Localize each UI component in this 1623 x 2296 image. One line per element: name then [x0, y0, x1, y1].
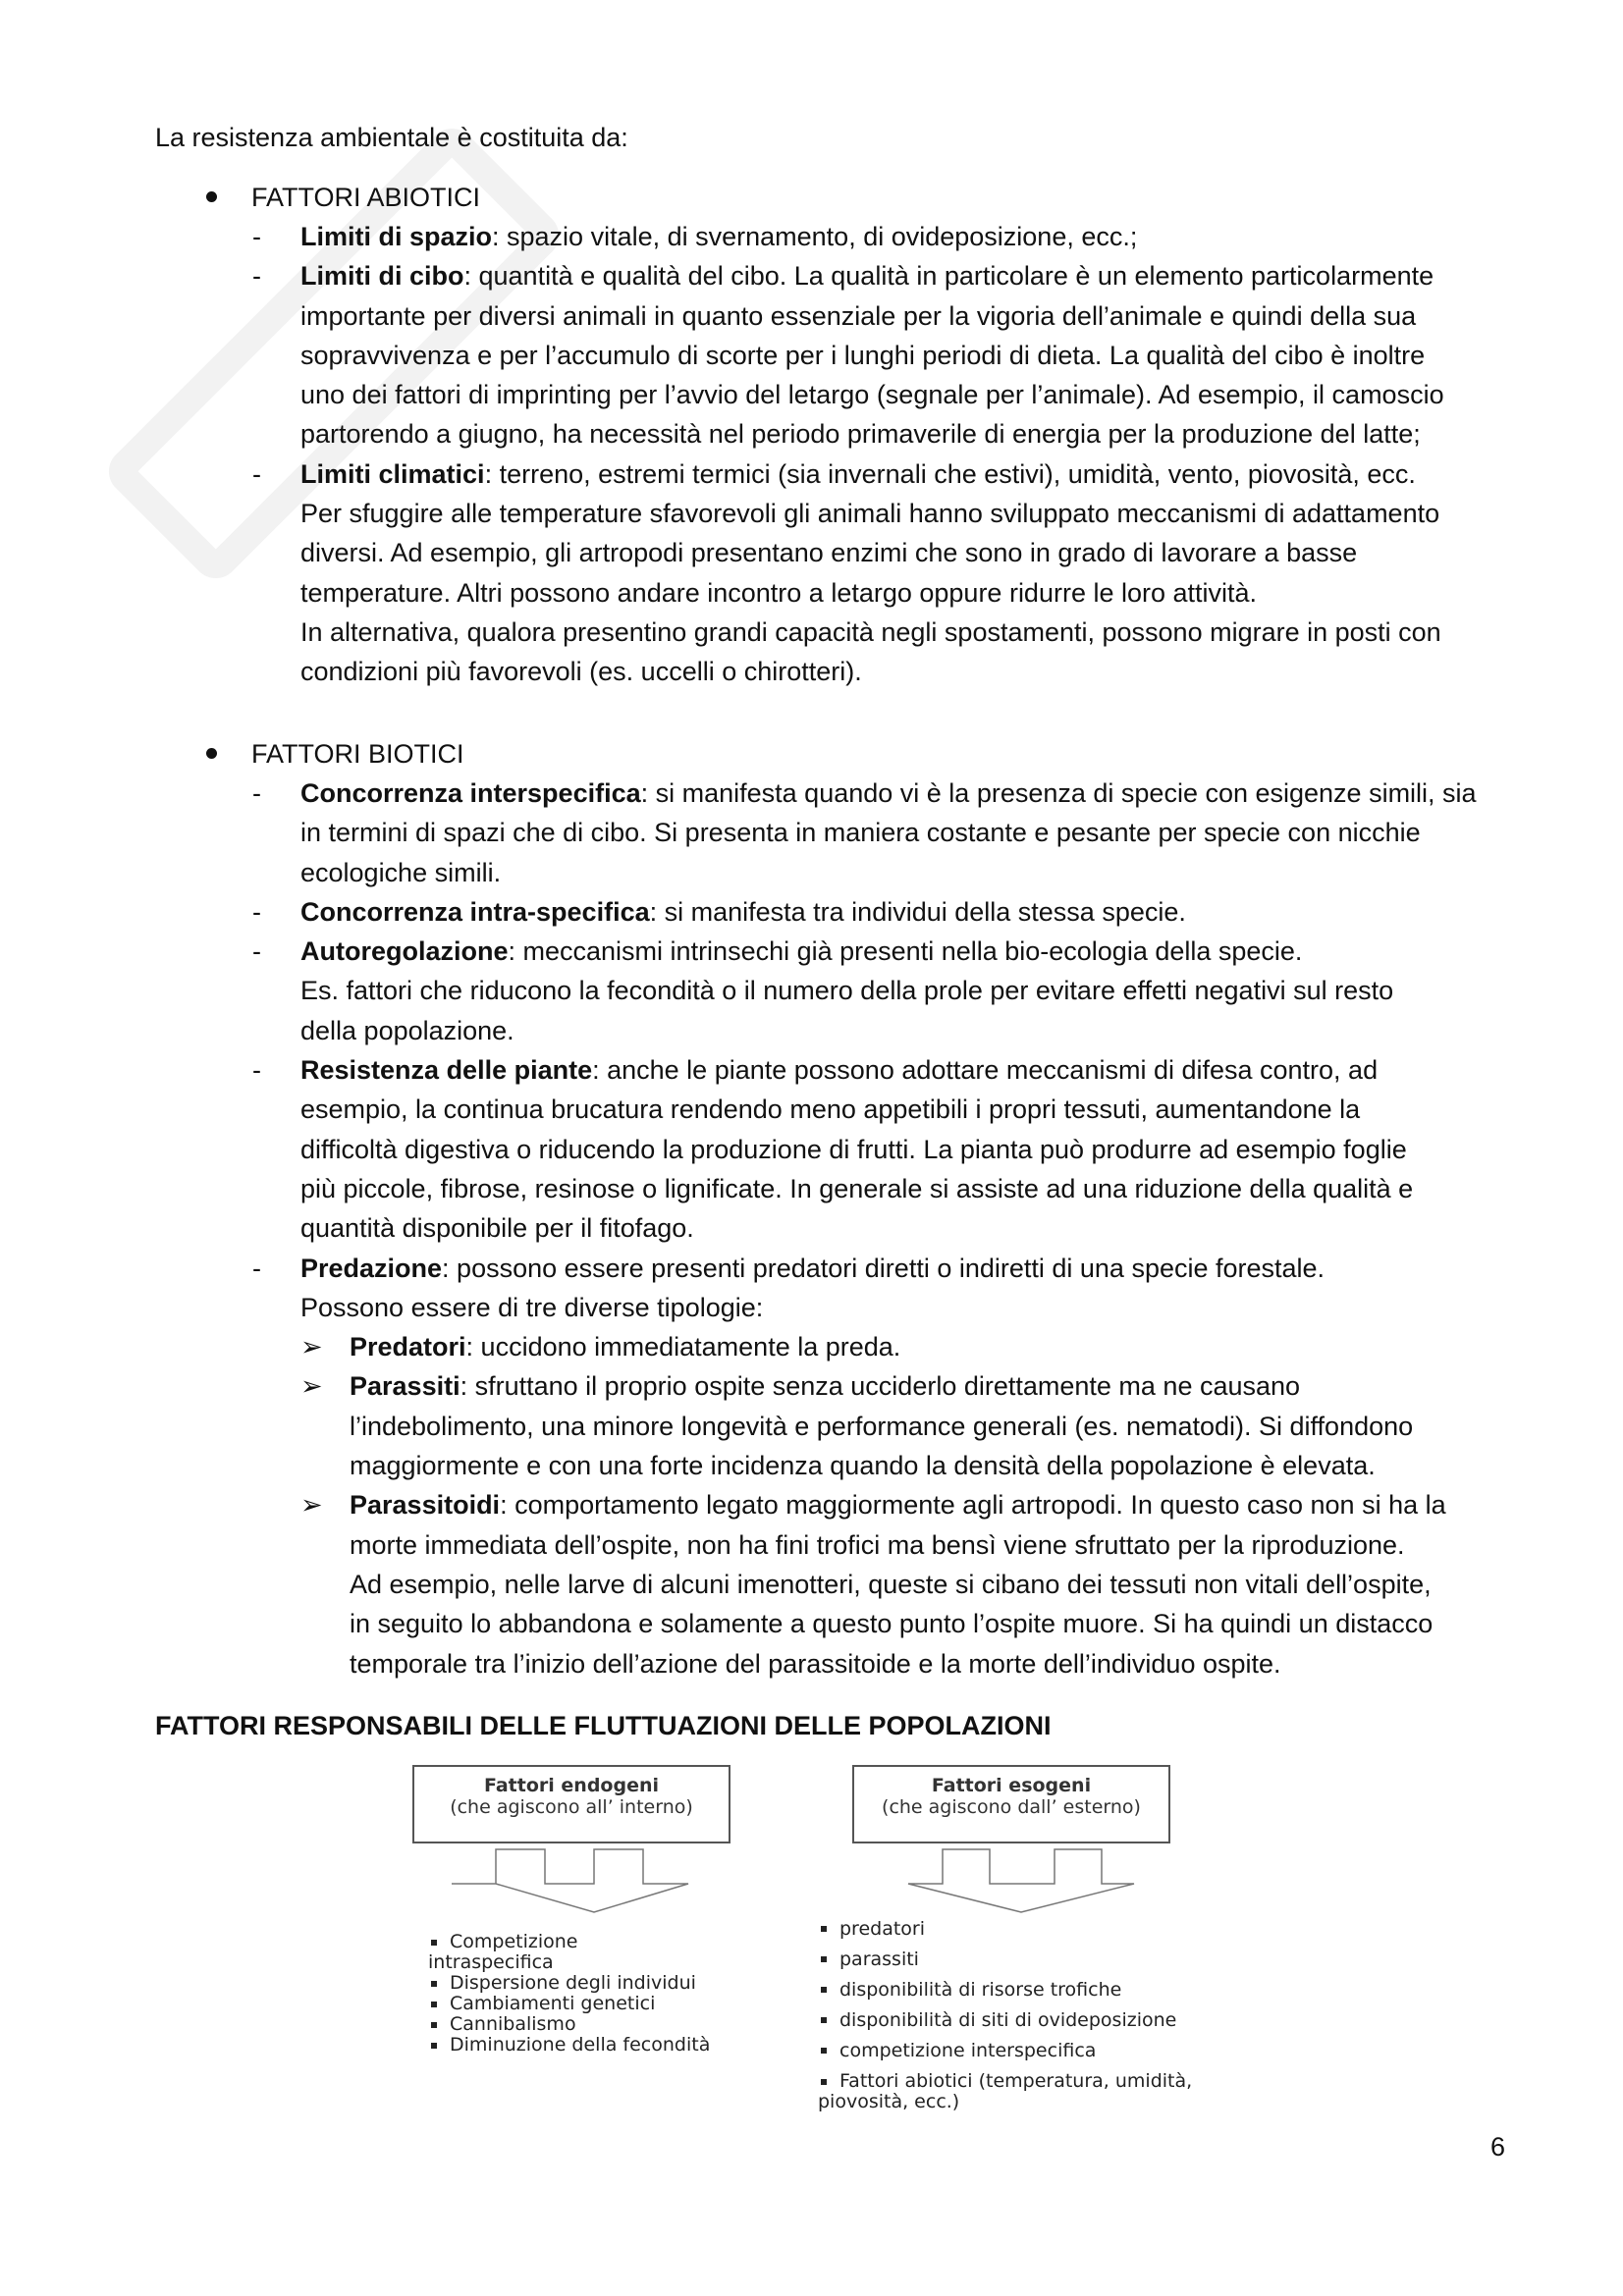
- square-bullet-icon: [431, 1981, 437, 1987]
- dash-icon: -: [252, 458, 261, 489]
- bullet-icon: [206, 748, 217, 759]
- endo-arrow-icon: [452, 1849, 688, 1912]
- item-line: Possono essere di tre diverse tipologie:: [300, 1292, 764, 1322]
- square-bullet-icon: [821, 1956, 827, 1962]
- list-item: [252, 256, 1529, 454]
- eso-arrow-icon: [908, 1849, 1134, 1912]
- sub-line: in seguito lo abbandona e solamente a questo punto l’ospite muore. Si ha quindi un distacco: [350, 1609, 1434, 1639]
- item-line: uno dei fattori di imprinting per l’avvio del letargo (segnale per l’animale). Ad esempio, il camoscio: [300, 380, 1444, 410]
- list-item: [252, 1050, 1529, 1248]
- item-line: : si manifesta quando vi è la presenza di specie con esigenze simili, sia: [640, 778, 1477, 808]
- dash-icon: -: [252, 896, 261, 927]
- sub-line: Ad esempio, nelle larve di alcuni imenotteri, queste si cibano dei tessuti non vitali dell’ospite,: [350, 1569, 1432, 1599]
- item-line: più piccole, fibrose, resinose o lignificate. In generale si assiste ad una riduzione della qualità e: [300, 1173, 1414, 1203]
- sub-line: : comportamento legato maggiormente agli artropodi. In questo caso non si ha la: [500, 1490, 1446, 1521]
- item-term: Autoregolazione: [300, 936, 509, 967]
- dash-icon: -: [252, 261, 261, 292]
- list-item: [252, 217, 1529, 256]
- dash-icon: -: [252, 222, 261, 251]
- item-term: Concorrenza interspecifica: [300, 778, 641, 808]
- item-line: in termini di spazi che di cibo. Si presenta in maniera costante e pesante per specie con nicchie: [300, 818, 1421, 848]
- list-item: Cambiamenti genetici: [428, 1994, 710, 2014]
- square-bullet-icon: [431, 1940, 437, 1946]
- sub-line: : uccidono immediatamente la preda.: [465, 1332, 901, 1362]
- list-item: piovosità, ecc.): [818, 2091, 960, 2112]
- eso-title: Fattori esogeni: [931, 1775, 1092, 1796]
- square-bullet-icon: [821, 2048, 827, 2054]
- list-item: competizione interspecifica: [818, 2036, 1192, 2066]
- list-item: [252, 932, 1529, 1050]
- list-item: [252, 454, 1529, 692]
- item-term: Concorrenza intra-specifica: [300, 896, 650, 927]
- eso-list: [818, 1914, 1192, 2112]
- dash-icon: -: [252, 1055, 261, 1086]
- item-line: : meccanismi intrinsechi già presenti nella bio-ecologia della specie.: [508, 936, 1303, 967]
- list-item: intraspecifica: [428, 1951, 554, 1973]
- list-item: Dispersione degli individui: [428, 1973, 710, 1994]
- sub-line: maggiormente e con una forte incidenza quando la densità della popolazione è elevata.: [350, 1451, 1376, 1481]
- sub-item: [300, 1327, 1529, 1366]
- item-line: esempio, la continua brucatura rendendo meno appetibili i propri tessuti, aumentandone la: [300, 1095, 1361, 1125]
- biotic-list: [252, 774, 1529, 1683]
- page-number: 6: [1490, 2132, 1506, 2162]
- square-bullet-icon: [821, 2017, 827, 2023]
- square-bullet-icon: [431, 2022, 437, 2028]
- item-line: sopravvivenza e per l’accumulo di scorte per i lunghi periodi di dieta. La qualità del cibo è inoltre: [300, 340, 1426, 370]
- square-bullet-icon: [431, 2043, 437, 2049]
- list-item: [252, 1249, 1529, 1683]
- dash-icon: -: [252, 1253, 261, 1283]
- arrow-bullet-icon: ➢: [300, 1332, 323, 1362]
- item-line: : possono essere presenti predatori diretti o indiretti di una specie forestale.: [442, 1253, 1325, 1283]
- endo-box: [412, 1765, 730, 1843]
- item-line: Per sfuggire alle temperature sfavorevoli gli animali hanno sviluppato meccanismi di adattamento: [300, 499, 1440, 529]
- square-bullet-icon: [431, 2002, 437, 2007]
- sub-term: Parassitoidi: [350, 1490, 501, 1521]
- biotic-title: FATTORI BIOTICI: [251, 739, 464, 769]
- arrow-bullet-icon: ➢: [300, 1371, 323, 1402]
- sub-line: : sfruttano il proprio ospite senza ucciderlo direttamente ma ne causano: [460, 1371, 1301, 1402]
- intro-text: La resistenza ambientale è costituita da:: [155, 123, 628, 152]
- item-line: quantità disponibile per il fitofago.: [300, 1213, 694, 1244]
- section-heading: FATTORI RESPONSABILI DELLE FLUTTUAZIONI DELLE POPOLAZIONI: [155, 1711, 1052, 1740]
- sub-term: Parassiti: [350, 1371, 460, 1402]
- eso-subtitle: (che agiscono dall’ esterno): [882, 1796, 1141, 1818]
- sub-term: Predatori: [350, 1332, 466, 1362]
- item-line: Es. fattori che riducono la fecondità o il numero della prole per evitare effetti negativi sul resto: [300, 976, 1394, 1006]
- list-item: [252, 892, 1529, 932]
- endo-list: [428, 1932, 710, 2056]
- eso-box: [852, 1765, 1170, 1843]
- item-line: In alternativa, qualora presentino grandi capacità negli spostamenti, possono migrare in posti con: [300, 616, 1441, 647]
- sub-item: [300, 1366, 1529, 1485]
- item-line: diversi. Ad esempio, gli artropodi presentano enzimi che sono in grado di lavorare a basse: [300, 538, 1358, 568]
- list-item: Fattori abiotici (temperatura, umidità,: [818, 2071, 1192, 2092]
- list-item: [252, 774, 1529, 892]
- abiotic-title: FATTORI ABIOTICI: [251, 183, 481, 212]
- dash-icon: -: [252, 936, 261, 967]
- list-item: disponibilità di risorse trofiche: [818, 1975, 1192, 2005]
- endo-title: Fattori endogeni: [484, 1775, 659, 1796]
- square-bullet-icon: [821, 1926, 827, 1932]
- bullet-icon: [206, 191, 217, 202]
- list-item: parassiti: [818, 1945, 1192, 1975]
- list-item: predatori: [818, 1914, 1192, 1945]
- square-bullet-icon: [821, 2079, 827, 2085]
- sub-line: morte immediata dell’ospite, non ha fini trofici ma bensì viene sfruttato per la riproduzione.: [350, 1529, 1405, 1560]
- list-item: Cannibalismo: [428, 2014, 710, 2035]
- sub-item: [300, 1485, 1529, 1682]
- item-line: condizioni più favorevoli (es. uccelli o chirotteri).: [300, 657, 862, 687]
- item-line: : anche le piante possono adottare meccanismi di difesa contro, ad: [592, 1055, 1379, 1086]
- sub-line: temporale tra l’inizio dell’azione del parassitoide e la morte dell’individuo ospite.: [350, 1648, 1281, 1679]
- list-item: Diminuzione della fecondità: [428, 2035, 710, 2056]
- item-line: : quantità e qualità del cibo. La qualità in particolare è un elemento particolarmente: [463, 261, 1434, 292]
- list-item: disponibilità di siti di ovideposizione: [818, 2005, 1192, 2036]
- item-line: partorendo a giugno, ha necessità nel periodo primaverile di energia per la produzione del latte;: [300, 419, 1421, 450]
- dash-icon: -: [252, 778, 261, 808]
- item-line: : terreno, estremi termici (sia invernali che estivi), umidità, vento, piovosità, ecc.: [484, 458, 1416, 489]
- item-term: Predazione: [300, 1253, 443, 1283]
- endo-subtitle: (che agiscono all’ interno): [450, 1796, 693, 1818]
- item-line: temperature. Altri possono andare incontro a letargo oppure ridurre le loro attività.: [300, 577, 1258, 608]
- item-term: Limiti di cibo: [300, 261, 464, 292]
- list-item: Competizione: [428, 1932, 710, 1952]
- item-line: : spazio vitale, di svernamento, di ovideposizione, ecc.;: [492, 222, 1138, 251]
- item-line: : si manifesta tra individui della stessa specie.: [649, 896, 1186, 927]
- fluctuation-diagram: [412, 1765, 1267, 2138]
- arrow-bullet-icon: ➢: [300, 1490, 323, 1521]
- square-bullet-icon: [821, 1987, 827, 1993]
- item-term: Resistenza delle piante: [300, 1055, 593, 1086]
- item-line: importante per diversi animali in quanto essenziale per la vigoria dell’animale e quindi della sua: [300, 300, 1417, 331]
- item-line: ecologiche simili.: [300, 857, 502, 887]
- item-term: Limiti climatici: [300, 458, 485, 489]
- abiotic-list: [252, 217, 1529, 692]
- item-line: difficoltà digestiva o riducendo la produzione di frutti. La pianta può produrre ad esempio foglie: [300, 1134, 1407, 1164]
- sub-line: l’indebolimento, una minore longevità e performance generali (es. nematodi). Si diffondono: [350, 1411, 1414, 1441]
- item-term: Limiti di spazio: [300, 222, 493, 251]
- item-line: della popolazione.: [300, 1015, 514, 1045]
